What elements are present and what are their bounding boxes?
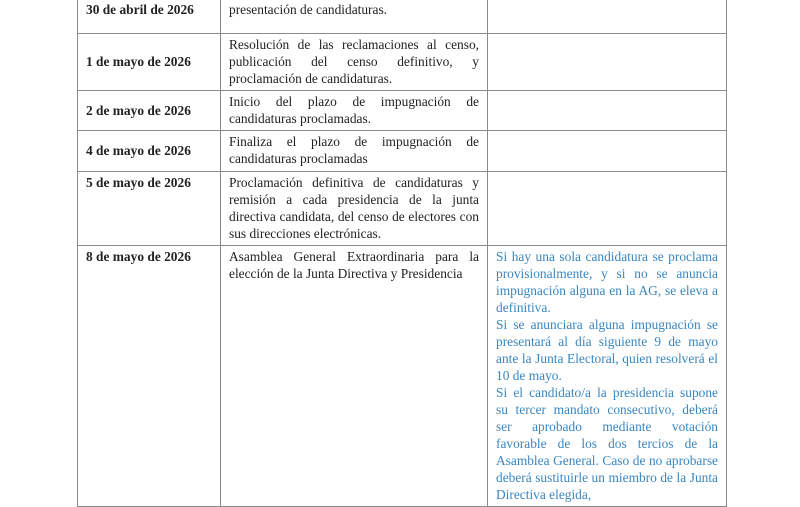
activity-text: Resolución de las reclamaciones al censo, publicación del censo definitivo, y proclamación de candidaturas.	[229, 37, 479, 86]
date-cell	[78, 0, 221, 34]
table-row	[78, 172, 727, 246]
date-text: 8 de mayo de 2026	[86, 249, 191, 264]
notes-cell	[488, 91, 727, 131]
activity-text: Inicio del plazo de impugnación de candidaturas proclamadas.	[229, 94, 479, 126]
electoral-calendar-table	[77, 0, 727, 507]
notes-cell	[488, 246, 727, 507]
date-cell	[78, 246, 221, 507]
activity-cell	[221, 131, 488, 172]
table-row	[78, 131, 727, 172]
date-text: 2 de mayo de 2026	[86, 102, 191, 118]
notes-cell	[488, 131, 727, 172]
activity-text: Finaliza el plazo de impugnación de candidaturas proclamadas	[229, 134, 479, 166]
date-cell	[78, 131, 221, 172]
table-row	[78, 0, 727, 34]
date-text: 5 de mayo de 2026	[86, 175, 191, 190]
activity-text: Proclamación definitiva de candidaturas y remisión a cada presidencia de la junta directiva candidata, del censo de electores con sus direcciones electrónicas.	[229, 175, 479, 241]
activity-cell	[221, 91, 488, 131]
activity-text: Asamblea General Extraordinaria para la elección de la Junta Directiva y Presidencia	[229, 249, 479, 281]
date-cell	[78, 172, 221, 246]
notes-cell	[488, 34, 727, 91]
note-paragraph: Si hay una sola candidatura se proclama provisionalmente, y si no se anuncia impugnación alguna en la AG, se eleva a definitiva.	[496, 249, 718, 315]
date-cell	[78, 91, 221, 131]
activity-cell	[221, 246, 488, 507]
date-cell	[78, 34, 221, 91]
table-row	[78, 91, 727, 131]
date-text: 4 de mayo de 2026	[86, 143, 191, 158]
date-text: 30 de abril de 2026	[86, 2, 194, 17]
activity-cell	[221, 34, 488, 91]
notes-cell	[488, 172, 727, 246]
table-row	[78, 246, 727, 507]
date-text: 1 de mayo de 2026	[86, 54, 191, 69]
table-row	[78, 34, 727, 91]
activity-cell	[221, 0, 488, 34]
notes-cell	[488, 0, 727, 34]
note-paragraph: Si el candidato/a la presidencia supone su tercer mandato consecutivo, deberá ser aprobado mediante votación favorable de los dos tercios de la Asamblea General. Caso de no aprobarse deberá sustituirle un miembro de la Junta Directiva elegida,	[496, 385, 718, 502]
activity-cell	[221, 172, 488, 246]
note-paragraph: Si se anunciara alguna impugnación se presentará al día siguiente 9 de mayo ante la Junta Electoral, quien resolverá el 10 de mayo.	[496, 317, 718, 383]
activity-text: presentación de candidaturas.	[229, 2, 388, 17]
